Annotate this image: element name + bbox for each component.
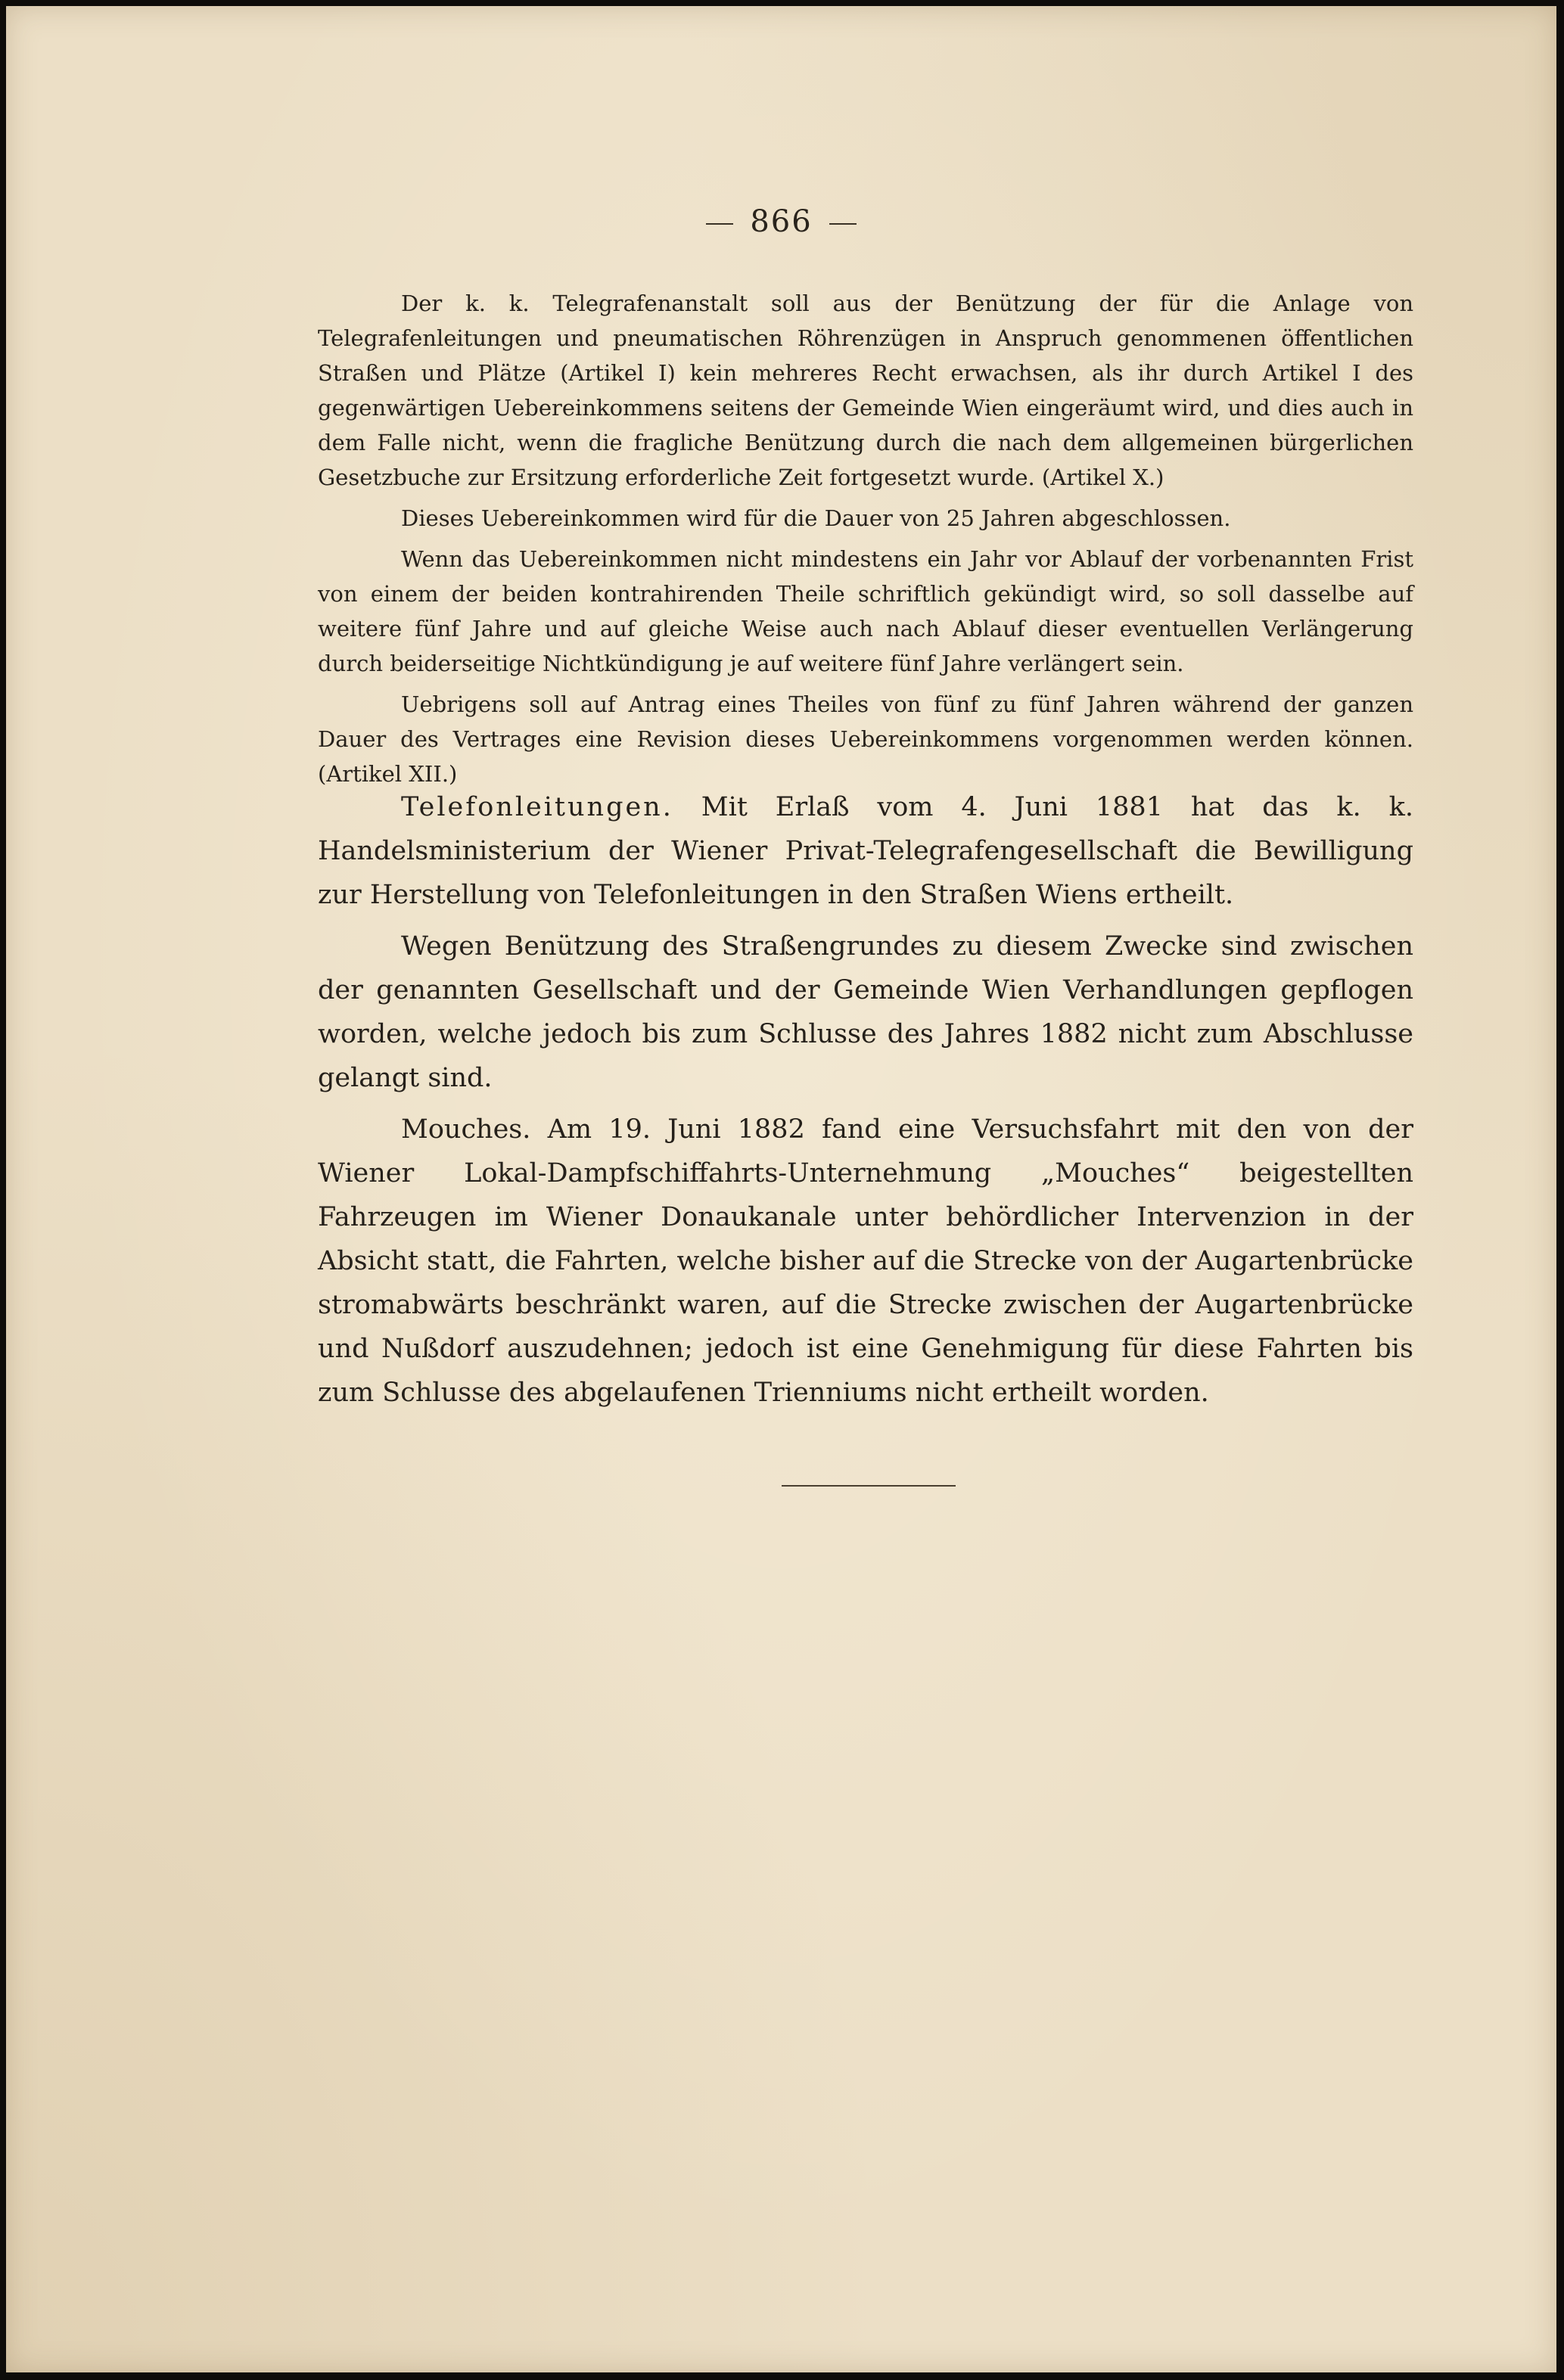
report-sections [318, 785, 1413, 1422]
section-telefon-negotiations: Wegen Benützung des Straßengrundes zu diesem Zwecke sind zwischen der genannten Gesellschaft und der Gemeinde Wien Verhandlungen gepflogen worden, welche jedoch bis zum Schlusse des Jahres 1882 nicht zum Abschlusse gelangt sind. [318, 931, 1413, 1093]
paragraph-revision: Uebrigens soll auf Antrag eines Theiles von fünf zu fünf Jahren während der ganzen Dauer des Vertrages eine Revision dieses Uebereinkommens vorgenommen werden können. (Artikel XII.) [318, 691, 1413, 787]
page-number-dash-right [829, 223, 857, 225]
document-page [6, 6, 1556, 2372]
section-mouches [318, 1108, 1413, 1415]
section-telefon-text: Mit Erlaß vom 4. Juni 1881 hat das k. k. Handelsministerium der Wiener Privat-Telegrafengesellschaft die Bewilligung zur Herstellung von Telefonleitungen in den Straßen Wiens ertheilt. [318, 792, 1413, 910]
section-telefon [318, 785, 1413, 917]
end-rule [782, 1485, 956, 1487]
paragraph-renewal: Wenn das Uebereinkommen nicht mindestens ein Jahr vor Ablauf der vorbenannten Frist von einem der beiden kontrahirenden Theile schriftlich gekündigt wird, so soll dasselbe auf weitere fünf Jahre und auf gleiche Weise auch nach Ablauf dieser eventuellen Verlängerung durch beiderseitige Nichtkündigung je auf weitere fünf Jahre verlängert sein. [318, 546, 1413, 676]
page-number [6, 204, 1556, 239]
page-number-dash-left [706, 223, 733, 225]
page-number-text: 866 [750, 204, 813, 239]
section-telefon-heading: Telefonleitungen. [401, 792, 673, 822]
section-mouches-heading: Mouches. [401, 1114, 531, 1145]
section-mouches-text: Am 19. Juni 1882 fand eine Versuchsfahrt mit den von der Wiener Lokal-Dampfschiffahrts-Unternehmung „Mouches“ beigestellten Fahrzeugen im Wiener Donaukanale unter behördlicher Intervenzion in der Absicht statt, die Fahrten, welche bisher auf die Strecke von der Augartenbrücke stromabwärts beschränkt waren, auf die Strecke zwischen der Augartenbrücke und Nußdorf auszudehnen; jedoch ist eine Genehmigung für diese Fahrten bis zum Schlusse des abgelaufenen Trienniums nicht ertheilt worden. [318, 1114, 1413, 1408]
paragraph-duration: Dieses Uebereinkommen wird für die Dauer von 25 Jahren abgeschlossen. [401, 505, 1231, 531]
paragraph-telegraph-rights: Der k. k. Telegrafenanstalt soll aus der Benützung der für die Anlage von Telegrafenleitungen und pneumatischen Röhrenzügen in Anspruch genommenen öffentlichen Straßen und Plätze (Artikel I) kein mehreres Recht erwachsen, als ihr durch Artikel I des gegenwärtigen Uebereinkommens seitens der Gemeinde Wien eingeräumt wird, und dies auch in dem Falle nicht, wenn die fragliche Benützung durch die nach dem allgemeinen bürgerlichen Gesetzbuche zur Ersitzung erforderliche Zeit fortgesetzt wurde. (Artikel X.) [318, 291, 1413, 490]
agreement-clauses [318, 286, 1413, 797]
